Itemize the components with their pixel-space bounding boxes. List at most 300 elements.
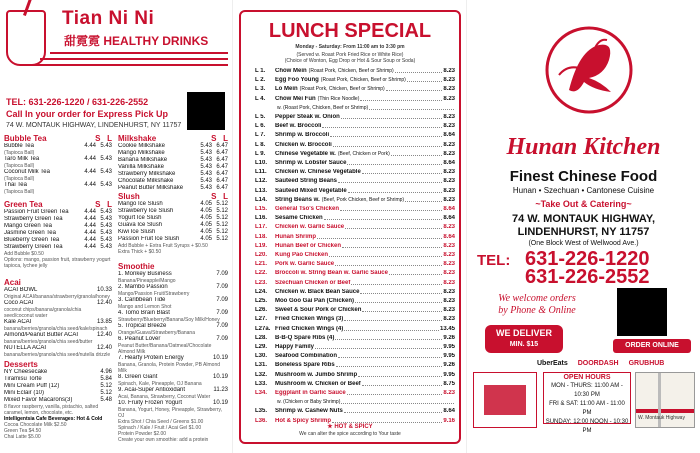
item-price: 8.23: [443, 95, 455, 102]
leader-dots: [344, 408, 443, 413]
leader-dots: [351, 280, 442, 285]
price-large: 6.47: [216, 143, 228, 149]
item-name: 4. Tomo Brain Blast: [118, 310, 170, 316]
grubhub-logo[interactable]: GRUBHUB: [628, 360, 665, 367]
item-price: 7.09: [216, 336, 228, 342]
section-title: Milkshake: [118, 134, 157, 143]
item-price: 8.64: [443, 160, 455, 166]
price-large: 6.47: [216, 185, 228, 191]
item-name: 10. Fruity Frozen Yogurt: [118, 400, 183, 406]
menu-item: [4, 300, 112, 307]
lunch-item: [255, 151, 455, 158]
item-price: 9.95: [443, 344, 455, 350]
leader-dots: [332, 418, 442, 423]
item-name: Sesame Chicken: [275, 215, 323, 222]
price-large: 5.12: [216, 222, 228, 228]
wave-divider: [50, 52, 228, 54]
lunch-item: [255, 335, 455, 342]
menu-item: [118, 400, 228, 407]
item-price: 8.23: [443, 279, 455, 286]
item-name: Hunan Beef or Chicken: [275, 242, 342, 249]
menu-item: [4, 223, 112, 230]
item-price: 8.23: [443, 390, 455, 396]
item-name: Boneless Spare Ribs: [275, 362, 335, 369]
menu-item: [4, 383, 112, 390]
item-name: Happy Family: [275, 344, 315, 350]
item-name: Tiramisu Torte: [4, 376, 42, 382]
leader-dots: [389, 270, 442, 275]
spice-note: We can alter the spice according to Your taste: [299, 431, 401, 437]
price-small: 5.43: [200, 171, 212, 177]
price-small: 5.43: [200, 150, 212, 156]
item-name: General Tso's Chicken: [275, 206, 340, 212]
slush-section: [118, 192, 228, 255]
item-number: L 7.: [255, 132, 266, 139]
leader-dots: [347, 160, 442, 165]
lunch-item: [255, 132, 455, 139]
note: Add Bubble + Extra Fruit Syrups + $0.50: [118, 243, 208, 249]
item-price: 10.19: [212, 355, 228, 361]
lunch-item: [255, 234, 455, 241]
item-note: Mango/Passion Fruit/Strawberry: [118, 291, 190, 297]
item-name: Moo Goo Gai Pan (Chicken): [275, 298, 355, 304]
item-number: L16.: [255, 215, 268, 222]
drinks-subtitle: [64, 32, 208, 49]
lunch-item: [255, 215, 455, 222]
lunch-item: [255, 178, 455, 185]
price-small: 4.44: [84, 143, 96, 149]
item-number: L32.: [255, 371, 268, 378]
item-number: L12.: [255, 178, 268, 185]
item-number: L 2.: [255, 77, 266, 84]
leader-dots: [336, 362, 443, 367]
coffee-item: Chai Latte $5.00: [4, 434, 41, 440]
leader-dots: [405, 197, 442, 202]
item-name: 9. Acai-Super Antioxidant: [118, 387, 186, 393]
lunch-item: [255, 86, 455, 93]
item-note: Peanut Butter/Banana/Oatmeal/Chocolate Almond Milk: [118, 343, 212, 355]
lunch-panel: [233, 0, 467, 453]
item-price: 5.12: [100, 383, 112, 389]
price-large: 5.12: [216, 215, 228, 221]
lunch-title: LUNCH SPECIAL: [268, 20, 432, 42]
item-name: Egg Foo Young: [275, 77, 319, 84]
lunch-item: [255, 77, 455, 84]
item-name: Hot & Spicy Shrimp: [275, 417, 332, 424]
menu-item: [118, 374, 228, 381]
item-price: 8.64: [443, 206, 455, 212]
note: Options: mango, passion fruit, strawberry yogurt tapioca, lychee jelly: [4, 257, 111, 269]
item-name: Kale ACAI: [4, 319, 32, 325]
drinks-title: Tian Ni Ni: [62, 8, 155, 29]
leader-dots: [386, 86, 443, 91]
order-online-button[interactable]: ORDER ONLINE: [613, 339, 691, 353]
lunch-item: [255, 307, 455, 314]
item-note: Mango and Lemon Shot: [118, 304, 172, 310]
item-price: 8.23: [443, 224, 455, 231]
menu-item: [4, 244, 112, 251]
item-note: (Tapioca Ball): [4, 189, 35, 195]
item-name: Sweet & Sour Pork or Chicken: [275, 307, 362, 314]
bubble-tea-section: [4, 134, 112, 195]
item-note: Original ACAI/banana/strawberry/granola/honey: [4, 294, 110, 300]
menu-item: [118, 355, 228, 362]
item-name: Mango Milkshake: [118, 150, 165, 156]
item-number: L31.: [255, 362, 268, 369]
lunch-item: [255, 344, 455, 351]
leader-dots: [338, 178, 442, 183]
section-title: Desserts: [4, 360, 38, 369]
size-s: S: [211, 192, 217, 201]
menu-item: [4, 345, 112, 352]
item-price: 9.95: [443, 371, 455, 378]
item-number: L 5.: [255, 114, 266, 120]
leader-dots: [315, 344, 442, 349]
item-price: 8.23: [443, 169, 455, 176]
leader-dots: [324, 215, 443, 220]
storefront-image: [473, 372, 537, 428]
item-price: 8.23: [443, 187, 455, 194]
item-number: L28.: [255, 334, 268, 341]
lunch-item: [255, 123, 455, 130]
price-small: 4.05: [200, 236, 212, 242]
item-number: L30.: [255, 353, 268, 360]
menu-item: [118, 201, 228, 208]
item-name: Chow Mein: [275, 68, 307, 74]
item-number: L 1.: [255, 68, 266, 74]
item-number: L 6.: [255, 123, 266, 130]
hours-line: MON - THURS: 11:00 AM - 10:30 PM: [551, 383, 623, 398]
hours-line: SUNDAY: 12:00 NOON - 10:30 PM: [545, 419, 629, 434]
deliver-line1: WE DELIVER: [495, 328, 552, 338]
qr-code[interactable]: [617, 288, 667, 336]
item-number: L34.: [255, 390, 268, 396]
drinks-subtitle-text: HEALTHY DRINKS: [103, 34, 209, 48]
delivery-partners: [537, 360, 664, 367]
item-name: Coconut Milk Tea: [4, 169, 50, 175]
leader-dots: [335, 335, 442, 340]
item-price: 8.23: [443, 68, 455, 74]
hunan-panel: [467, 0, 700, 453]
price-small: 5.43: [200, 157, 212, 163]
price-small: 4.44: [84, 169, 96, 175]
leader-dots: [347, 390, 443, 395]
menu-item: [118, 222, 228, 229]
drinks-contact: [6, 96, 181, 132]
item-price: 8.23: [443, 242, 455, 249]
lunch-item: [255, 390, 455, 397]
item-price: 9.26: [443, 334, 455, 341]
item-note: Banana/Pineapple/Mango: [118, 278, 176, 284]
lunch-served: (Served w. Roast Pork Fried Rice or White Rice): [296, 52, 404, 58]
menu-item: [4, 287, 112, 294]
item-price: 11.23: [213, 387, 228, 393]
item-note: Orange/Guava/Strawberry/Banana: [118, 330, 195, 336]
item-price: 8.23: [443, 178, 455, 185]
leader-dots: [360, 289, 442, 294]
price-large: 5.43: [100, 223, 112, 229]
address-line2: LINDENHURST, NY 11757: [517, 226, 650, 238]
price-small: 4.05: [200, 229, 212, 235]
note: Extra Thick + $0.50: [118, 249, 162, 255]
item-number: L35.: [255, 408, 268, 415]
item-number: L26.: [255, 307, 268, 314]
item-name: 2. Mambo Passion: [118, 284, 168, 290]
doordash-logo[interactable]: DOORDASH: [577, 360, 619, 367]
item-price: 8.64: [443, 408, 455, 415]
note: Protein Powder $2.00: [118, 431, 167, 437]
item-price: 7.09: [216, 297, 228, 303]
item-number: L36.: [255, 417, 268, 424]
price-small: 4.44: [84, 237, 96, 243]
menu-item: [118, 157, 228, 164]
coffee-title: Intelligentsia Cafe Beverages: Hot & Cold: [4, 416, 103, 422]
item-name: 7. Hearty Protein Energy: [118, 355, 184, 361]
drinks-panel: [0, 0, 233, 453]
section-title: Acai: [4, 278, 21, 287]
lunch-item: [255, 252, 455, 259]
item-detail: (Roast Pork, Chicken, Beef or Shrimp): [308, 68, 394, 74]
item-number: L18.: [255, 233, 268, 240]
item-name: Pepper Steak w. Onion: [275, 114, 340, 120]
lunch-item: [255, 326, 455, 333]
item-note: Banana, Granola, Protein Powder, PB Almond Milk: [118, 362, 221, 374]
item-number: L19.: [255, 242, 268, 249]
drinks-address: 74 W. MONTAUK HIGHWAY, LINDENHURST, NY 11757: [6, 122, 182, 129]
menu-item: [4, 376, 112, 383]
item-name: 5. Tropical Breeze: [118, 323, 167, 329]
item-note: banana/berries/granola/chia seed/nutella drizzle: [4, 352, 111, 358]
item-price: 13.85: [96, 319, 112, 325]
leader-dots: [369, 105, 454, 110]
section-title: Smoothie: [118, 262, 155, 271]
item-number: L13.: [255, 187, 268, 194]
item-note: Strawberry/Blueberry/Banana/Soy Milk/Honey: [118, 317, 220, 323]
green-tea-section: [4, 200, 112, 269]
item-name: Mango Ice Slush: [118, 201, 163, 207]
price-large: 5.12: [216, 201, 228, 207]
tel-label: TEL:: [477, 252, 511, 269]
item-name: Szechuan Chicken or Beef: [275, 279, 351, 286]
item-name: Strawberry Green Tea: [4, 216, 63, 222]
price-small: 4.44: [84, 230, 96, 236]
item-name: Shrimp w. Broccoli: [275, 132, 330, 139]
hot-spicy-legend: ★ HOT & SPICY: [327, 424, 373, 430]
price-large: 6.47: [216, 178, 228, 184]
item-price: 8.64: [443, 233, 455, 240]
lunch-item: [255, 289, 455, 296]
milkshake-section: [118, 134, 228, 192]
menu-item: [118, 143, 228, 150]
item-name: NY Cheesecake: [4, 369, 48, 375]
leader-dots: [348, 188, 443, 193]
item-price: 8.23: [443, 288, 455, 295]
price-small: 5.43: [200, 143, 212, 149]
leader-dots: [341, 114, 443, 119]
item-note: Banana, Yogurt, Honey, Pineapple, Strawberry, OJ: [118, 407, 223, 419]
lunch-item: [255, 362, 455, 369]
lunch-item: [255, 243, 455, 250]
item-price: 8.23: [443, 261, 455, 268]
item-price: 7.09: [216, 271, 228, 277]
drinks-subtitle-chinese: 甜霓霓: [64, 34, 101, 48]
item-name: Fried Chicken Wings (4): [275, 325, 344, 332]
price-small: 4.44: [84, 244, 96, 250]
item-note: (Tapioca Ball): [4, 176, 35, 182]
item-note: (Tapioca Ball): [4, 163, 35, 169]
menu-item: [118, 236, 228, 243]
menu-item: [118, 284, 228, 291]
price-large: 5.43: [100, 143, 112, 149]
item-price: 5.48: [100, 397, 112, 403]
item-name: Taro Milk Tea: [4, 156, 40, 162]
item-name: Mango Green Tea: [4, 223, 52, 229]
lunch-item: [255, 169, 455, 176]
menu-item: [118, 150, 228, 157]
menu-item: [118, 171, 228, 178]
item-price: 8.23: [443, 298, 455, 304]
item-name: Banana Milkshake: [118, 157, 168, 163]
item-name: Cookie Milkshake: [118, 143, 166, 149]
item-name: Strawberry Green Tea: [4, 244, 63, 250]
price-large: 5.43: [100, 182, 112, 188]
item-name: NUTELLA ACAI: [4, 345, 47, 351]
item-name: Broccoli w. String Bean w. Garlic Sauce: [275, 270, 388, 277]
item-number: L 3.: [255, 86, 266, 93]
acai-section: [4, 278, 112, 358]
menu-item: [4, 369, 112, 376]
address-line1: 74 W. MONTAUK HIGHWAY,: [511, 213, 656, 225]
phone-2[interactable]: 631-226-2552: [525, 266, 650, 288]
item-name: Seafood Combination: [275, 353, 337, 360]
price-small: 5.43: [200, 178, 212, 184]
note: 8 flavor raspberry, vanilla, pistachio, salted caramel, lemon, chocolate, etc.: [4, 404, 99, 416]
menu-item: [118, 336, 228, 343]
item-price: 10.19: [212, 400, 228, 406]
lunch-item: [255, 68, 455, 75]
leader-dots: [391, 151, 443, 156]
lunch-item: [255, 224, 455, 231]
qr-code[interactable]: [187, 92, 225, 130]
item-number: L11.: [255, 169, 267, 176]
section-title: Bubble Tea: [4, 134, 47, 143]
price-large: 6.47: [216, 150, 228, 156]
item-name: Pork w. Garlic Sauce: [275, 261, 335, 268]
item-name: Mixed Favor Macarons(3): [4, 397, 73, 403]
drinks-phones: TEL: 631-226-1220 / 631-226-2552: [6, 97, 149, 107]
size-s: S: [95, 134, 101, 143]
item-name: Passion Fruit Green Tea: [4, 209, 69, 215]
lunch-hours: Monday - Saturday: From 11:00 am to 3:30 pm: [295, 44, 405, 50]
item-name: Chicken w. Garlic Sauce: [275, 224, 345, 231]
item-price: 8.23: [443, 252, 455, 258]
item-name: Jasmine Green Tea: [4, 230, 56, 236]
item-name: Eggplant in Garlic Sauce: [275, 390, 346, 396]
price-large: 5.43: [100, 169, 112, 175]
open-hours: [543, 372, 631, 434]
menu-item: [4, 332, 112, 339]
price-large: 5.12: [216, 236, 228, 242]
phone-1[interactable]: 631-226-1220: [525, 248, 650, 270]
leader-dots: [362, 381, 443, 386]
item-name: Peanut Butter Milkshake: [118, 185, 184, 191]
menu-item: [118, 310, 228, 317]
menu-item: [4, 230, 112, 237]
wave-divider: [40, 58, 228, 60]
item-name: Strawberry Ice Slush: [118, 208, 174, 214]
item-note: coconut chips/banana/granola/chia seed/coconut water: [4, 307, 82, 319]
item-price: 8.23: [443, 150, 455, 157]
item-number: L 9.: [255, 150, 266, 157]
item-name: Hunan Shrimp: [275, 233, 317, 240]
leader-dots: [329, 252, 442, 257]
note: Spinach / Kale / Fruit / Acai Gel $1.00: [118, 425, 202, 431]
leader-dots: [341, 399, 454, 404]
wave-divider: [30, 64, 228, 66]
size-l: L: [223, 134, 228, 143]
lunch-item: [255, 399, 455, 406]
item-price: 7.09: [216, 310, 228, 316]
item-detail: (Beef, Pork Chicken, Beef or Shrimp): [321, 196, 405, 203]
ubereats-logo[interactable]: UberEats: [537, 360, 568, 367]
item-name: Chocolate Milkshake: [118, 178, 174, 184]
leader-dots: [355, 298, 442, 303]
item-detail: w. (Chicken or Baby Shrimp): [277, 399, 341, 406]
item-number: L22.: [255, 270, 268, 277]
hours-line: FRI & SAT: 11:00 AM - 11:00 PM: [549, 401, 625, 416]
leader-dots: [345, 224, 442, 229]
price-large: 5.43: [100, 237, 112, 243]
coffee-item: Green Tea $4.50: [4, 428, 42, 434]
item-name: 3. Caribbean Tide: [118, 297, 166, 303]
price-large: 6.47: [216, 164, 228, 170]
coffee-item: Cocoa Chocolate Milk $2.50: [4, 422, 67, 428]
price-large: 5.43: [100, 244, 112, 250]
item-detail: w. (Roast Pork, Chicken, Beef or Shrimp): [277, 104, 369, 111]
cuisines: Hunan • Szechuan • Cantonese Cuisine: [512, 186, 655, 195]
location-map[interactable]: [635, 372, 695, 428]
item-name: Passion Fruit Ice Slush: [118, 236, 180, 242]
menu-item: [118, 229, 228, 236]
item-price: 8.23: [443, 270, 455, 277]
item-price: 12.40: [96, 300, 112, 306]
item-price: 12.40: [96, 345, 112, 351]
lunch-item: [255, 206, 455, 213]
item-price: 4.96: [100, 369, 112, 375]
menu-item: [118, 185, 228, 192]
item-detail: (Thin Rice Noodle): [317, 95, 360, 102]
item-name: Strawberry Milkshake: [118, 171, 176, 177]
size-l: L: [223, 192, 228, 201]
price-small: 5.43: [200, 164, 212, 170]
menu-item: [4, 319, 112, 326]
price-small: 4.44: [84, 182, 96, 188]
price-small: 4.05: [200, 201, 212, 207]
price-large: 5.12: [216, 208, 228, 214]
item-name: Vanilla Milkshake: [118, 164, 164, 170]
price-large: 5.43: [100, 230, 112, 236]
leader-dots: [407, 77, 443, 82]
leader-dots: [322, 123, 442, 128]
item-name: Shrimp w. Lobster Sauce: [275, 160, 347, 166]
item-price: 8.64: [443, 132, 455, 139]
we-deliver-badge: [485, 325, 563, 353]
item-price: 8.23: [443, 196, 455, 203]
smoothie-section: [118, 262, 228, 443]
menu-item: [118, 164, 228, 171]
lunch-item: [255, 353, 455, 360]
lunch-item: [255, 408, 455, 415]
